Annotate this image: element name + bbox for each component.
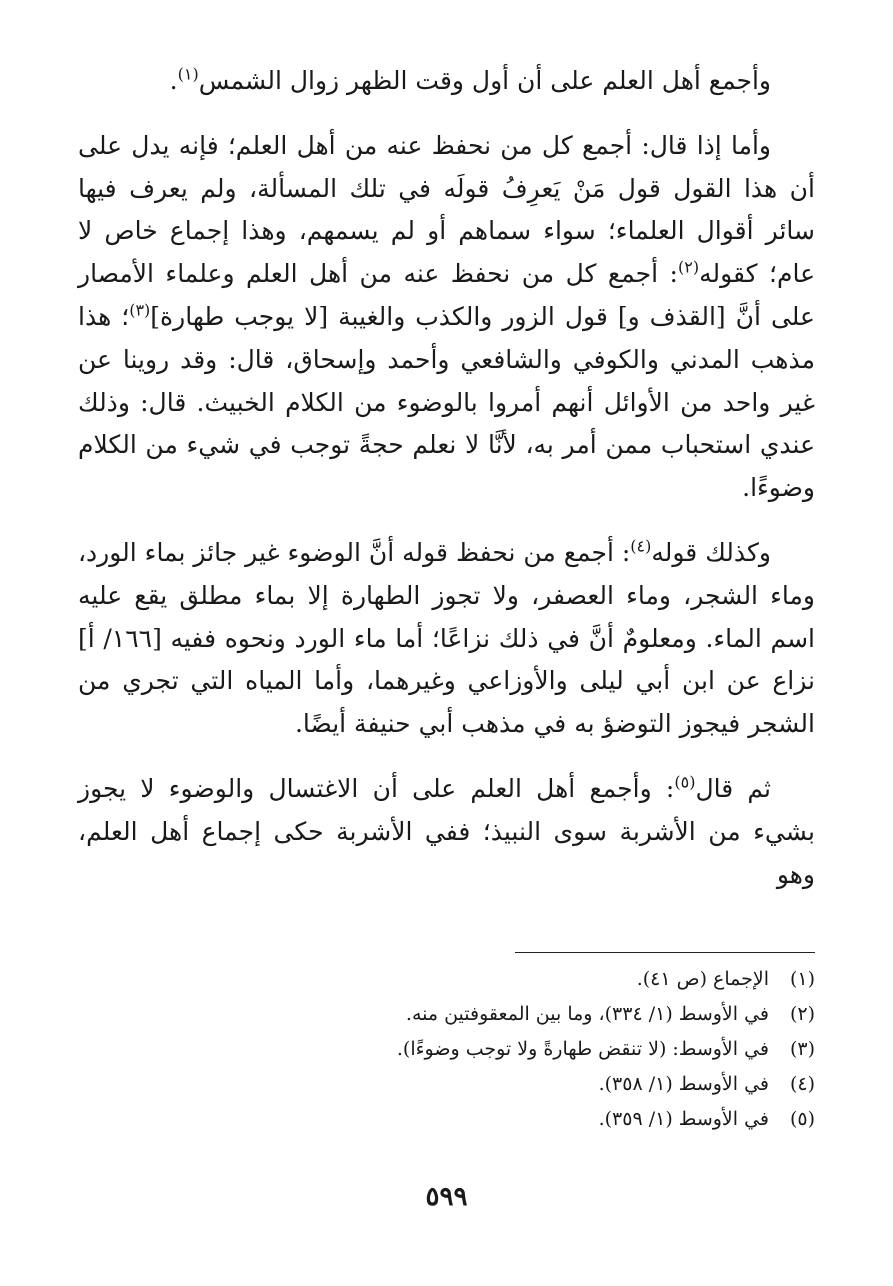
footnote-text: في الأوسط (١/ ٣٥٩). <box>598 1108 769 1130</box>
footnote-3 <box>78 1032 815 1067</box>
footnote-number: (١) <box>789 968 815 990</box>
footnote-ref-4: (٤) <box>630 536 652 556</box>
footnote-ref-1: (١) <box>177 64 199 84</box>
footnote-2 <box>78 997 815 1032</box>
footnote-number: (٢) <box>789 1003 815 1025</box>
footnote-number: (٤) <box>789 1073 815 1095</box>
text-run: : وأجمع أهل العلم على أن الاغتسال والوضوء لا يجوز بشيء من الأشربة سوى النبيذ؛ ففي الأشربة حكى إجماع أهل العلم، وهو <box>78 773 815 889</box>
text-run: ثم قال <box>695 773 771 803</box>
text-run: ؛ هذا مذهب المدني والكوفي والشافعي وأحمد وإسحاق، قال: وقد روينا عن غير واحد من الأوائل أنهم أمروا بالوضوء من الكلام الخبيث. قال: وذلك عندي استحباب ممن أمر به، لأنَّا لا نعلم حجةً توجب في شيء من الكلام وضوءًا. <box>78 301 815 503</box>
text-run: : أجمع من نحفظ قوله أنَّ الوضوء غير جائز بماء الورد، وماء الشجر، وماء العصفر، ولا تجوز الطهارة إلا بماء مطلق يقع عليه اسم الماء. ومعلومٌ أنَّ في ذلك نزاعًا؛ أما ماء الورد ونحوه ففيه [١٦٦/ أ] نزاع عن ابن أبي ليلى والأوزاعي وغيرهما، وأما المياه التي تجري من الشجر فيجوز التوضؤ به في مذهب أبي حنيفة أيضًا. <box>77 537 815 739</box>
footnote-text: في الأوسط: (لا تنقض طهارةً ولا توجب وضوءًا). <box>396 1038 769 1060</box>
page-number: ٥٩٩ <box>425 1182 468 1212</box>
main-text <box>78 60 815 918</box>
footnote-ref-2: (٢) <box>677 257 700 277</box>
footnote-text: في الأوسط (١/ ٣٣٤)، وما بين المعقوفتين منه. <box>405 1003 769 1025</box>
footnote-ref-3: (٣) <box>129 300 151 320</box>
footnote-4 <box>78 1067 815 1102</box>
text-run: وأجمع أهل العلم على أن أول وقت الظهر زوال الشمس <box>198 66 771 95</box>
paragraph-1 <box>78 60 815 103</box>
footnote-1 <box>78 962 815 997</box>
paragraph-3 <box>78 532 815 746</box>
footnote-5 <box>78 1102 815 1137</box>
footnote-text: الإجماع (ص ٤١). <box>636 968 769 990</box>
footnote-ref-5: (٥) <box>674 772 696 792</box>
paragraph-4 <box>78 768 815 896</box>
text-run: : أجمع كل من نحفظ عنه من أهل العلم وعلماء الأمصار على أنَّ [القذف و] قول الزور والكذب والغيبة [لا يوجب طهارة] <box>78 259 815 331</box>
text-run: . <box>169 66 178 95</box>
text-run: وكذلك قوله <box>651 537 771 567</box>
footnote-separator <box>515 952 815 953</box>
footnote-text: في الأوسط (١/ ٣٥٨). <box>598 1073 769 1095</box>
footnote-number: (٣) <box>789 1038 815 1060</box>
footnotes <box>78 962 815 1137</box>
paragraph-2 <box>78 125 815 510</box>
text-run: وأما إذا قال: أجمع كل من نحفظ عنه من أهل العلم؛ فإنه يدل على أن هذا القول قول مَنْ يَعرِفُ قولَه في تلك المسألة، ولم يعرف فيها سائر أقوال العلماء؛ سواء سماهم أو لم يسمهم، وهذا إجماع خاص لا عام؛ كقوله <box>78 130 815 289</box>
footnote-number: (٥) <box>789 1108 815 1130</box>
